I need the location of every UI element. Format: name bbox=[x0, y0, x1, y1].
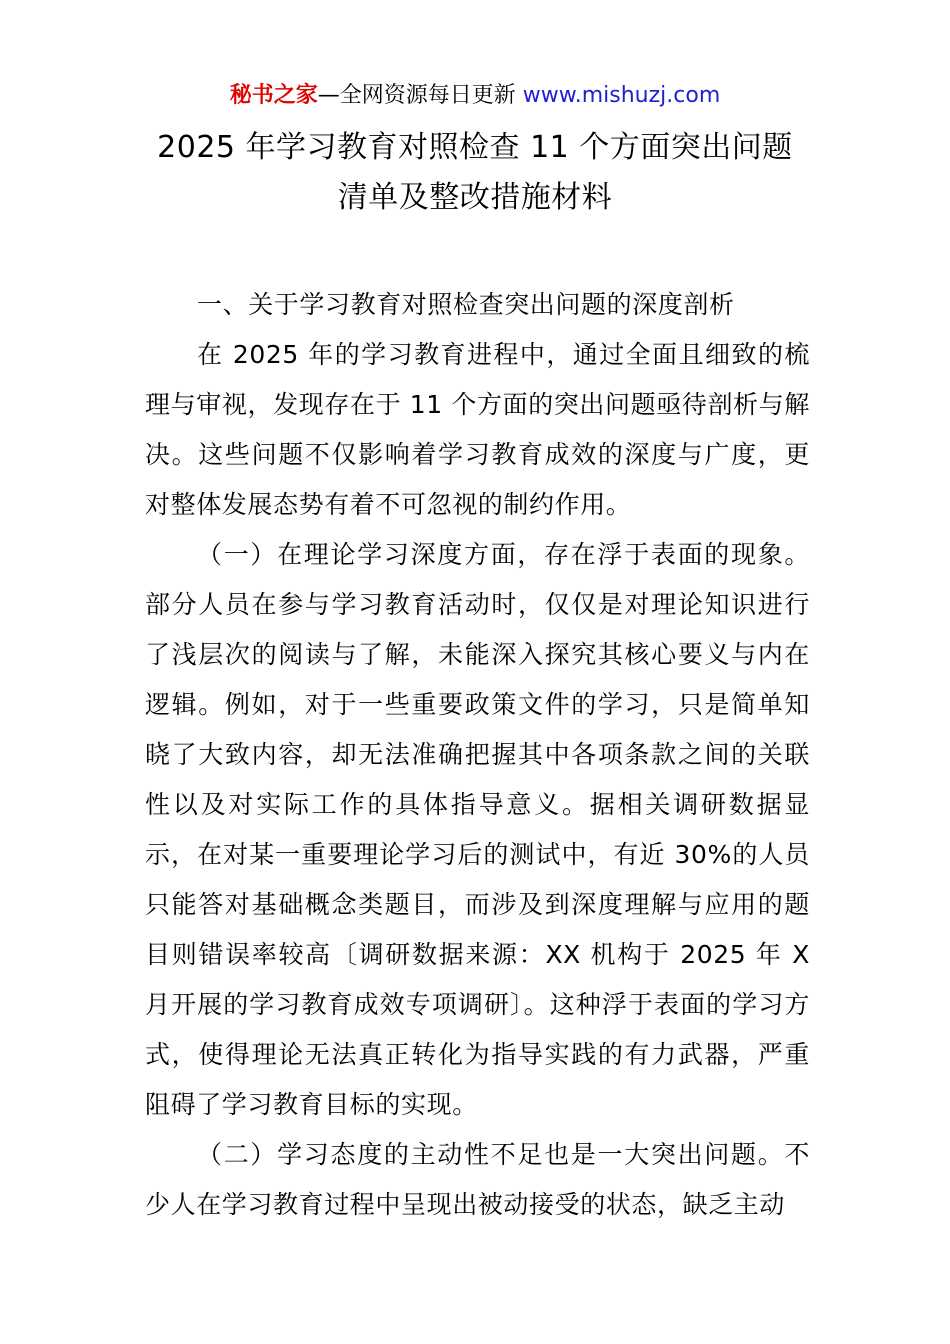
header-tagline: —全网资源每日更新 bbox=[317, 83, 516, 108]
paragraph-item-2: （二）学习态度的主动性不足也是一大突出问题。不少人在学习教育过程中呈现出被动接受的状态，缺乏主动 bbox=[145, 1140, 810, 1219]
site-url-link[interactable]: www.mishuzj.com bbox=[522, 83, 721, 108]
document-title-line-1: 2025 年学习教育对照检查 11 个方面突出问题 bbox=[157, 130, 793, 165]
paragraph-item-1: （一）在理论学习深度方面，存在浮于表面的现象。部分人员在参与学习教育活动时，仅仅是对理论知识进行了浅层次的阅读与了解，未能深入探究其核心要义与内在逻辑。例如，对于一些重要政策文件的学习，只是简单知晓了大致内容，却无法准确把握其中各项条款之间的关联性以及对实际工作的具体指导意义。据相关调研数据显示，在对某一重要理论学习后的测试中，有近 30%的人员只能答对基础概念类题目，而涉及到深度理解与应用的题目则错误率较高〔调研数据来源：XX 机构于 2025 年 X 月开展的学习教育成效专项调研〕。这种浮于表面的学习方式，使得理论无法真正转化为指导实践的有力武器，严重阻碍了学习教育目标的实现。 bbox=[145, 540, 810, 1119]
document-body bbox=[145, 280, 810, 1230]
document-title-line-2: 清单及整改措施材料 bbox=[337, 180, 613, 215]
site-header bbox=[0, 80, 950, 112]
paragraph-intro: 在 2025 年的学习教育进程中，通过全面且细致的梳理与审视，发现存在于 11 个方面的突出问题亟待剖析与解决。这些问题不仅影响着学习教育成效的深度与广度，更对整体发展态势有着不可忽视的制约作用。 bbox=[145, 340, 810, 519]
section-heading: 一、关于学习教育对照检查突出问题的深度剖析 bbox=[197, 290, 735, 319]
brand-name: 秘书之家 bbox=[229, 83, 318, 108]
